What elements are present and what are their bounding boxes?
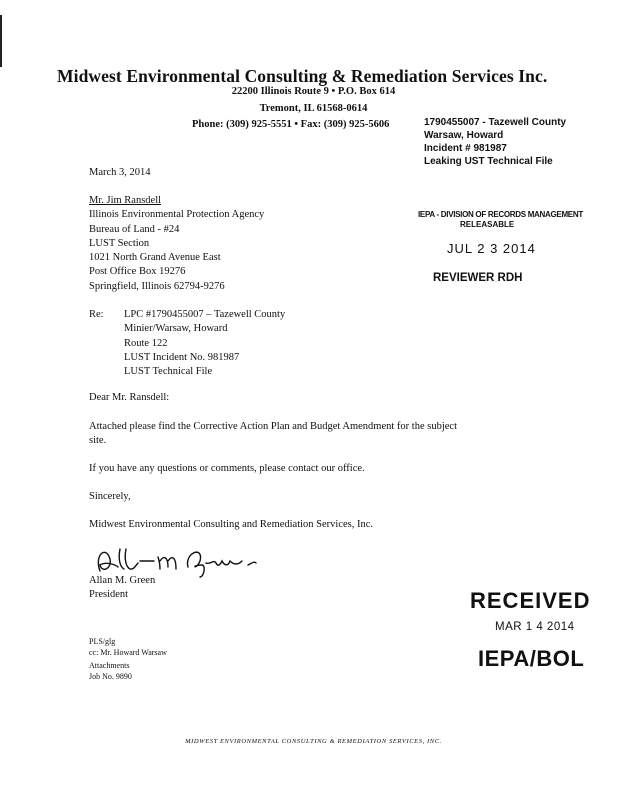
salutation: Dear Mr. Ransdell: bbox=[89, 392, 170, 403]
received-stamp-label: RECEIVED bbox=[470, 588, 591, 613]
file-stamp-line: 1790455007 - Tazewell County bbox=[424, 117, 567, 128]
records-stamp-releasable: RELEASABLE bbox=[460, 220, 515, 229]
recipient-line: Bureau of Land - #24 bbox=[89, 223, 180, 235]
company-address-street: 22200 Illinois Route 9 • P.O. Box 614 bbox=[231, 86, 396, 97]
paragraph-line: site. bbox=[89, 435, 107, 446]
paragraph-line: Attached please find the Corrective Action Plan and Budget Amendment for the subject bbox=[89, 421, 457, 432]
file-stamp-line: Incident # 981987 bbox=[424, 143, 507, 154]
job-number: Job No. 9890 bbox=[89, 672, 132, 681]
letter-date: March 3, 2014 bbox=[89, 167, 151, 178]
signer-title: President bbox=[89, 589, 129, 600]
re-line: Minier/Warsaw, Howard bbox=[124, 323, 228, 335]
closing-company: Midwest Environmental Consulting and Remediation Services, Inc. bbox=[89, 519, 374, 530]
paragraph: If you have any questions or comments, please contact our office. bbox=[89, 463, 365, 474]
re-label: Re: bbox=[89, 309, 104, 320]
scan-edge-mark bbox=[0, 15, 2, 67]
recipient-line: Post Office Box 19276 bbox=[89, 266, 186, 278]
company-name: Midwest Environmental Consulting & Remediation Services Inc. bbox=[57, 66, 548, 86]
recipient-name: Mr. Jim Ransdell bbox=[89, 195, 162, 206]
recipient-line: Illinois Environmental Protection Agency bbox=[89, 209, 265, 221]
attachments-line: Attachments bbox=[89, 661, 130, 670]
re-line: Route 122 bbox=[124, 337, 168, 349]
records-stamp-date: JUL 2 3 2014 bbox=[447, 241, 536, 256]
signer-name: Allan M. Green bbox=[89, 575, 156, 586]
file-stamp-line: Leaking UST Technical File bbox=[424, 156, 553, 167]
recipient-line: LUST Section bbox=[89, 237, 150, 249]
re-line: LUST Technical File bbox=[124, 366, 213, 378]
re-block bbox=[124, 308, 285, 379]
recipient-block bbox=[89, 194, 264, 294]
received-stamp-date: MAR 1 4 2014 bbox=[495, 621, 575, 633]
typist-initials: PLS/glg bbox=[89, 637, 116, 646]
company-phone-fax: Phone: (309) 925-5551 • Fax: (309) 925-5606 bbox=[192, 119, 390, 130]
re-line: LUST Incident No. 981987 bbox=[124, 351, 240, 363]
records-stamp-title: IEPA - DIVISION OF RECORDS MANAGEMENT bbox=[418, 210, 583, 219]
recipient-line: Springfield, Illinois 62794-9276 bbox=[89, 280, 225, 292]
re-line: LPC #1790455007 – Tazewell County bbox=[124, 309, 286, 320]
file-reference-stamp bbox=[424, 116, 566, 168]
company-address-city: Tremont, IL 61568-0614 bbox=[259, 103, 368, 114]
recipient-line: 1021 North Grand Avenue East bbox=[89, 252, 221, 264]
reviewer-stamp: REVIEWER RDH bbox=[433, 272, 523, 284]
page-footer: MIDWEST ENVIRONMENTAL CONSULTING & REMEDIATION SERVICES, INC. bbox=[185, 738, 442, 745]
file-stamp-line: Warsaw, Howard bbox=[424, 130, 504, 141]
cc-line: cc: Mr. Howard Warsaw bbox=[89, 648, 167, 657]
received-stamp-agency: IEPA/BOL bbox=[478, 646, 585, 671]
closing: Sincerely, bbox=[89, 491, 131, 502]
